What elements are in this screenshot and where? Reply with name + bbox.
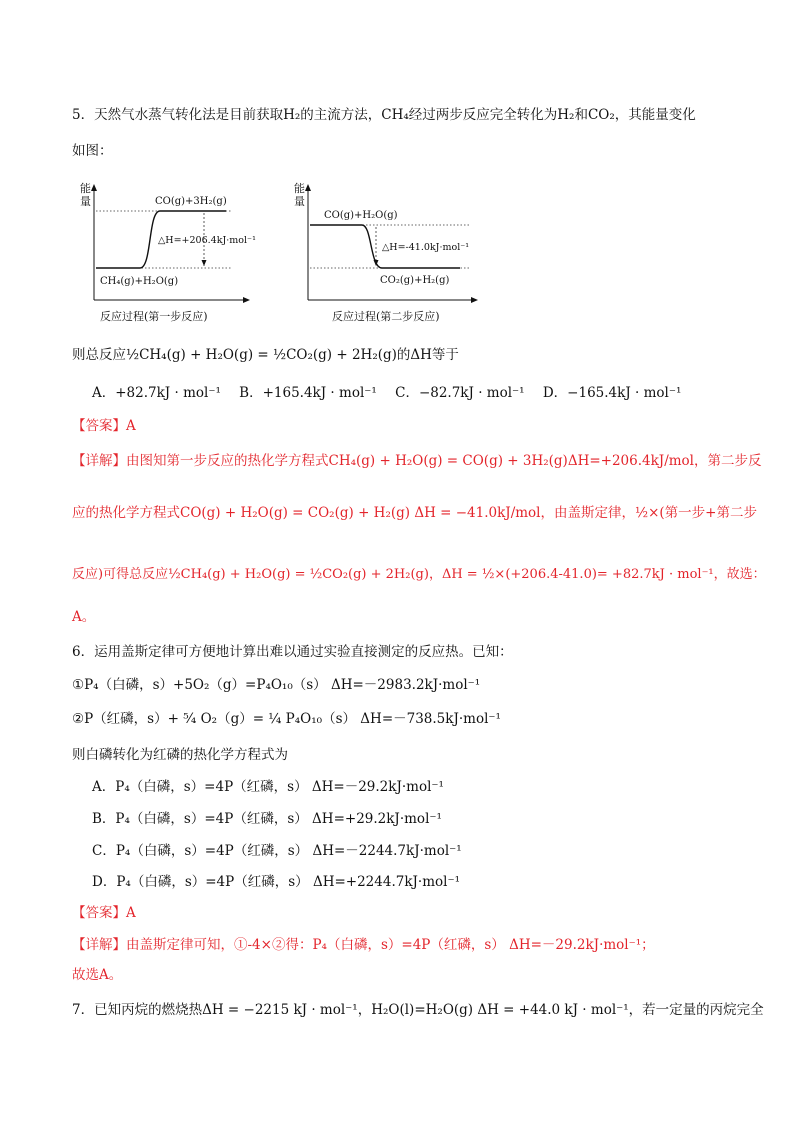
y-label-2: 量	[294, 195, 305, 208]
q6-option-d: D．P₄（白磷，s）=4P（红磷，s） ΔH=+2244.7kJ·mol⁻¹	[92, 874, 460, 890]
q5-explain-line4: A。	[72, 609, 96, 625]
q6-equation-2: ②P（红磷，s）+ ⁵⁄₄ O₂（g）= ¼ P₄O₁₀（s） ΔH=－738.5kJ·mol⁻¹	[72, 711, 501, 727]
q5-stem-line1: 5．天然气水蒸气转化法是目前获取H₂的主流方法，CH₄经过两步反应完全转化为H₂和CO₂，其能量变化	[72, 107, 696, 123]
delta-label: △H=+206.4kJ·mol⁻¹	[158, 235, 256, 246]
energy-diagram-step1	[80, 180, 256, 326]
y-axis-arrow	[305, 184, 311, 191]
lower-label: CO₂(g)+H₂(g)	[380, 275, 450, 286]
q6-explain-line2: 故选A。	[72, 967, 123, 983]
q6-option-b: B．P₄（白磷，s）=4P（红磷，s） ΔH=+29.2kJ·mol⁻¹	[92, 811, 442, 827]
q7-stem: 7．已知丙烷的燃烧热ΔH = −2215 kJ · mol⁻¹，H₂O(l)=H₂O(g) ΔH = +44.0 kJ · mol⁻¹，若一定量的丙烷完全	[72, 1002, 764, 1018]
caption: 反应过程(第一步反应)	[100, 310, 208, 323]
q5-explain-line1: 【详解】由图知第一步反应的热化学方程式CH₄(g) + H₂O(g) = CO(g) + 3H₂(g)ΔH=+206.4kJ/mol，第二步反	[72, 453, 762, 469]
q6-option-c: C．P₄（白磷，s）=4P（红磷，s） ΔH=－2244.7kJ·mol⁻¹	[92, 843, 462, 859]
y-label-2: 量	[80, 195, 91, 208]
q5-option-b: B．+165.4kJ · mol⁻¹	[239, 385, 377, 401]
q5-answer: 【答案】A	[72, 418, 136, 434]
q5-option-d: D．−165.4kJ · mol⁻¹	[542, 385, 682, 401]
lower-label: CH₄(g)+H₂O(g)	[100, 276, 179, 287]
q5-explain-line3: 反应)可得总反应½CH₄(g) + H₂O(g) = ½CO₂(g) + 2H₂(g)，ΔH = ½×(+206.4-41.0)= +82.7kJ · mol⁻¹，故选：	[72, 567, 766, 582]
q6-answer: 【答案】A	[72, 905, 136, 921]
caption: 反应过程(第二步反应)	[332, 310, 440, 323]
x-axis-arrow	[243, 297, 250, 303]
q5-options	[92, 384, 752, 402]
x-axis-arrow	[471, 297, 478, 303]
q5-stem-line2: 如图：	[72, 143, 113, 159]
upper-label: CO(g)+3H₂(g)	[155, 196, 227, 207]
q6-stem: 6．运用盖斯定律可方便地计算出难以通过实验直接测定的反应热。已知：	[72, 644, 513, 660]
q6-option-a: A．P₄（白磷，s）=4P（红磷，s） ΔH=－29.2kJ·mol⁻¹	[92, 779, 444, 795]
q5-question: 则总反应½CH₄(g) + H₂O(g) = ½CO₂(g) + 2H₂(g)的ΔH等于	[72, 347, 459, 363]
q6-explain-line1: 【详解】由盖斯定律可知，①-4×②得：P₄（白磷，s）=4P（红磷，s） ΔH=－29.2kJ·mol⁻¹；	[72, 937, 655, 953]
q5-explain-line2: 应的热化学方程式CO(g) + H₂O(g) = CO₂(g) + H₂(g) ΔH = −41.0kJ/mol，由盖斯定律，½×(第一步+第二步	[72, 505, 757, 521]
delta-label: △H=-41.0kJ·mol⁻¹	[382, 242, 470, 253]
y-label-1: 能	[294, 182, 305, 195]
y-label-1: 能	[80, 182, 91, 195]
q6-equation-1: ①P₄（白磷，s）+5O₂（g）=P₄O₁₀（s） ΔH=－2983.2kJ·mol⁻¹	[72, 677, 481, 693]
q5-option-a: A．+82.7kJ · mol⁻¹	[92, 385, 221, 401]
y-axis-arrow	[91, 184, 97, 191]
q5-option-c: C．−82.7kJ · mol⁻¹	[395, 385, 525, 401]
energy-diagram-step2	[294, 180, 490, 326]
delta-arrow-head	[202, 260, 207, 266]
q6-question: 则白磷转化为红磷的热化学方程式为	[72, 747, 288, 763]
upper-label: CO(g)+H₂O(g)	[324, 210, 398, 221]
